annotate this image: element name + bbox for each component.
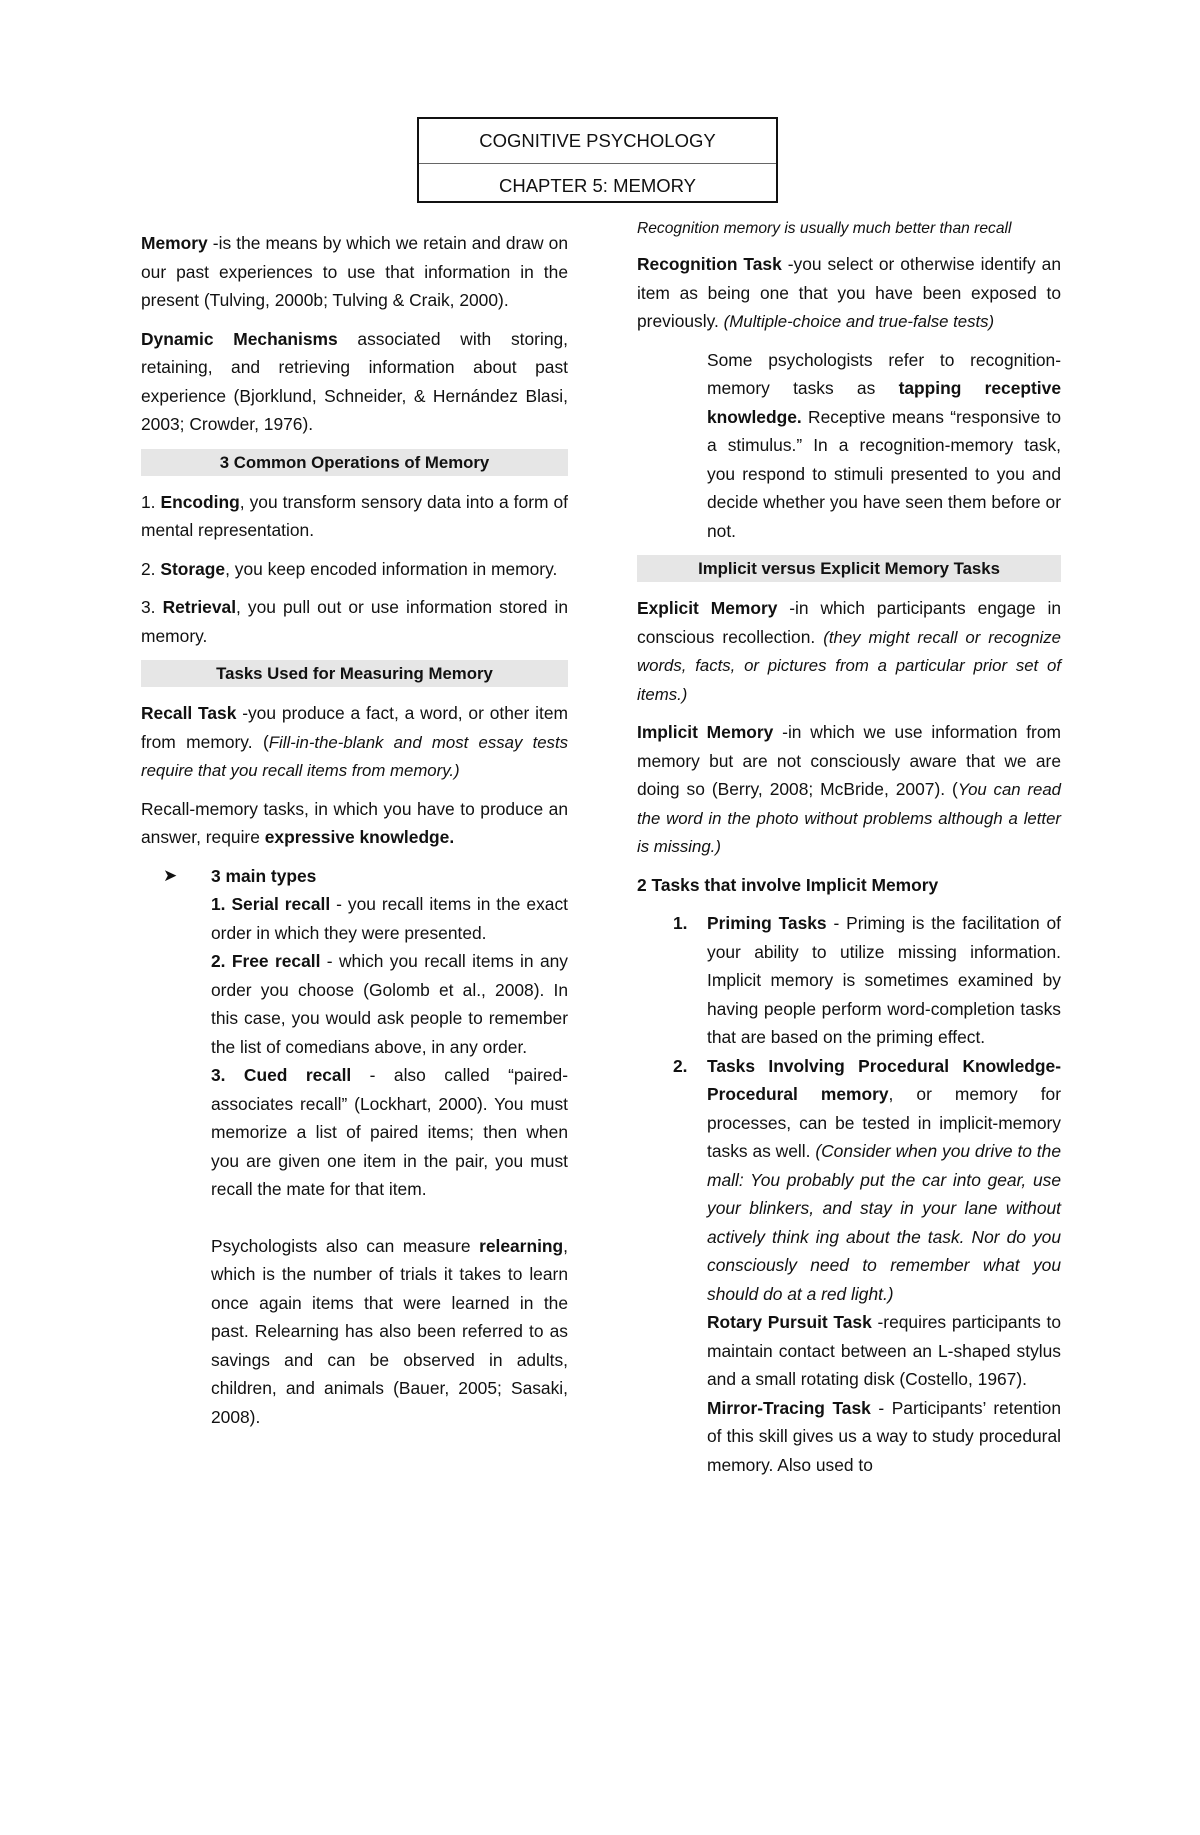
rotary-term: Rotary Pursuit Task — [707, 1312, 872, 1332]
relearning-paragraph — [211, 1232, 568, 1432]
spacer — [211, 1204, 568, 1232]
dynamic-term: Dynamic Mechanisms — [141, 328, 338, 349]
type3-term: 3. Cued recall — [211, 1065, 352, 1085]
arrow-bullet-icon: ➤ — [163, 865, 178, 885]
op1-num: 1. — [141, 491, 161, 512]
operations-heading: 3 Common Operations of Memory — [141, 449, 568, 476]
right-column — [637, 217, 1061, 1479]
implicit-def: -in which we use information from memory but are not consciously aware that we are doing so (Berry, 2008; McBride, 2007). — [637, 722, 1061, 799]
operation-retrieval — [141, 593, 568, 650]
dynamic-mechanisms — [141, 325, 568, 439]
recognition-def: -you select or otherwise identify an item as being one that you have been exposed to previously. — [637, 254, 1061, 331]
recall-memory-tasks — [141, 795, 568, 852]
recall-def: -you produce a fact, a word, or other item from memory. — [141, 703, 568, 752]
memory-def-text: -is the means by which we retain and draw on our past experiences to use that information in the present (Tulving, 2000b; Tulving & Craik, 2000). — [141, 233, 568, 310]
receptive-knowledge — [637, 346, 1061, 546]
receptive-pre: Some psychologists refer to recognition-memory tasks as — [707, 349, 1061, 398]
type3-def: - also called “paired-associates recall” (Lockhart, 2000). You must memorize a list of paired items; then when you are given one item in the pair, you must recall the mate for that item. — [211, 1065, 568, 1199]
priming-def: - Priming is the facilitation of your ability to utilize missing information. Implicit memory is sometimes examined by having people perform word-completion tasks that are based on the priming effect. — [707, 913, 1061, 1047]
relearning-term: relearning — [479, 1235, 564, 1256]
recall-paren: ( — [262, 731, 269, 752]
memory-definition — [141, 229, 568, 315]
two-tasks-title: 2 Tasks that involve Implicit Memory — [637, 874, 939, 895]
item1-num: 1. — [673, 913, 688, 933]
title-divider — [419, 163, 776, 164]
mirror-term: Mirror-Tracing Task — [707, 1397, 871, 1418]
op2-num: 2. — [141, 558, 161, 579]
implicit-term: Implicit Memory — [637, 722, 774, 742]
recognition-task — [637, 250, 1061, 336]
explicit-def: -in which participants engage in conscious recollection. — [637, 598, 1061, 647]
relearn-pre: Psychologists also can measure — [211, 1235, 480, 1256]
two-tasks-heading — [637, 871, 1061, 900]
course-title: COGNITIVE PSYCHOLOGY — [479, 130, 716, 151]
left-column — [141, 229, 568, 1431]
item2-num: 2. — [673, 1055, 688, 1076]
procedural-term: Tasks Involving Procedural Knowledge- — [707, 1055, 1061, 1076]
title-box — [417, 117, 778, 203]
memory-term: Memory — [141, 233, 208, 253]
recognition-term: Recognition Task — [637, 254, 782, 274]
rotary-pursuit — [637, 1308, 1061, 1394]
procedural-def: , or memory for processes, can be tested in implicit-memory tasks as well. — [707, 1084, 1062, 1161]
main-types-bullet — [141, 862, 568, 891]
list-item — [637, 1052, 1061, 1309]
procedural-example: (Consider when you drive to the mall: You probably put the car into gear, use your blinkers, and stay in your lane without actively think ing about the task. Nor do you consciously need to remember what you should do at a red light.) — [707, 1141, 1061, 1304]
mirror-tracing — [637, 1394, 1061, 1480]
type1-def: - you recall items in the exact order in which they were presented. — [211, 894, 568, 943]
tasks-heading: Tasks Used for Measuring Memory — [141, 660, 568, 687]
receptive-bold: tapping receptive knowledge. — [707, 378, 1061, 427]
explicit-example: (they might recall or recognize words, facts, or pictures from a particular prior set of items.) — [637, 627, 1061, 704]
dynamic-def-text: associated with storing, retaining, and retrieving information about past experience (Bjorklund, Schneider, & Hernández Blasi, 2003; Crowder, 1976). — [141, 328, 568, 434]
chapter-title: CHAPTER 5: MEMORY — [498, 175, 697, 196]
implicit-paren: ( — [952, 779, 958, 799]
op2-term: Storage — [160, 558, 226, 579]
recall-term: Recall Task — [141, 703, 237, 723]
op3-num: 3. — [141, 597, 163, 617]
op3-term: Retrieval — [162, 597, 237, 617]
recognition-note: Recognition memory is usually much better than recall — [637, 220, 1012, 237]
recognition-example: (Multiple-choice and true-false tests) — [723, 312, 995, 331]
expressive-knowledge: expressive knowledge. — [264, 827, 455, 847]
recall-example: Fill-in-the-blank and most essay tests require that you recall items from memory.) — [141, 732, 569, 780]
relearn-post: , which is the number of trials it takes to learn once again items that were learned in the past. Relearning has also been referred to as savings and can be observed in adults, children, and animals (Bauer, 2005; Sasaki, 2008). — [211, 1235, 568, 1427]
implicit-tasks-list — [637, 909, 1061, 1479]
recall-memory-text: Recall-memory tasks, in which you have to produce an answer, require — [141, 798, 568, 847]
recall-types-list — [141, 890, 568, 1431]
receptive-post: Receptive means “responsive to a stimulus.” In a recognition-memory task, you respond to stimuli presented to you and decide whether you have seen them before or not. — [707, 406, 1061, 541]
list-item — [211, 1061, 568, 1204]
op3-def: , you pull out or use information stored in memory. — [141, 597, 568, 646]
op1-term: Encoding — [160, 491, 240, 512]
implicit-example: You can read the word in the photo without problems although a letter is missing.) — [637, 780, 1061, 856]
list-item — [211, 890, 568, 947]
op2-def: , you keep encoded information in memory. — [225, 558, 558, 579]
procedural-memory-term: Procedural memory — [707, 1084, 889, 1104]
explicit-term: Explicit Memory — [637, 598, 778, 618]
op1-def: , you transform sensory data into a form of mental representation. — [141, 491, 568, 540]
operation-encoding — [141, 488, 568, 545]
mirror-def: - Participants’ retention of this skill gives us a way to study procedural memory. Also used to — [707, 1397, 1061, 1475]
explicit-memory — [637, 594, 1061, 708]
implicit-explicit-heading: Implicit versus Explicit Memory Tasks — [637, 555, 1061, 582]
list-item — [211, 947, 568, 1061]
recall-task — [141, 699, 568, 785]
type2-def: - which you recall items in any order you choose (Golomb et al., 2008). In this case, you would ask people to remember the list of comedians above, in any order. — [211, 951, 568, 1057]
types-heading: 3 main types — [211, 865, 317, 886]
priming-term: Priming Tasks — [707, 913, 827, 933]
type2-term: 2. Free recall — [211, 951, 321, 971]
list-item — [637, 909, 1061, 1052]
operation-storage — [141, 555, 568, 584]
implicit-memory — [637, 718, 1061, 861]
type1-term: 1. Serial recall — [211, 894, 331, 914]
rotary-def: -requires participants to maintain contact between an L-shaped stylus and a small rotating disk (Costello, 1967). — [707, 1312, 1061, 1389]
